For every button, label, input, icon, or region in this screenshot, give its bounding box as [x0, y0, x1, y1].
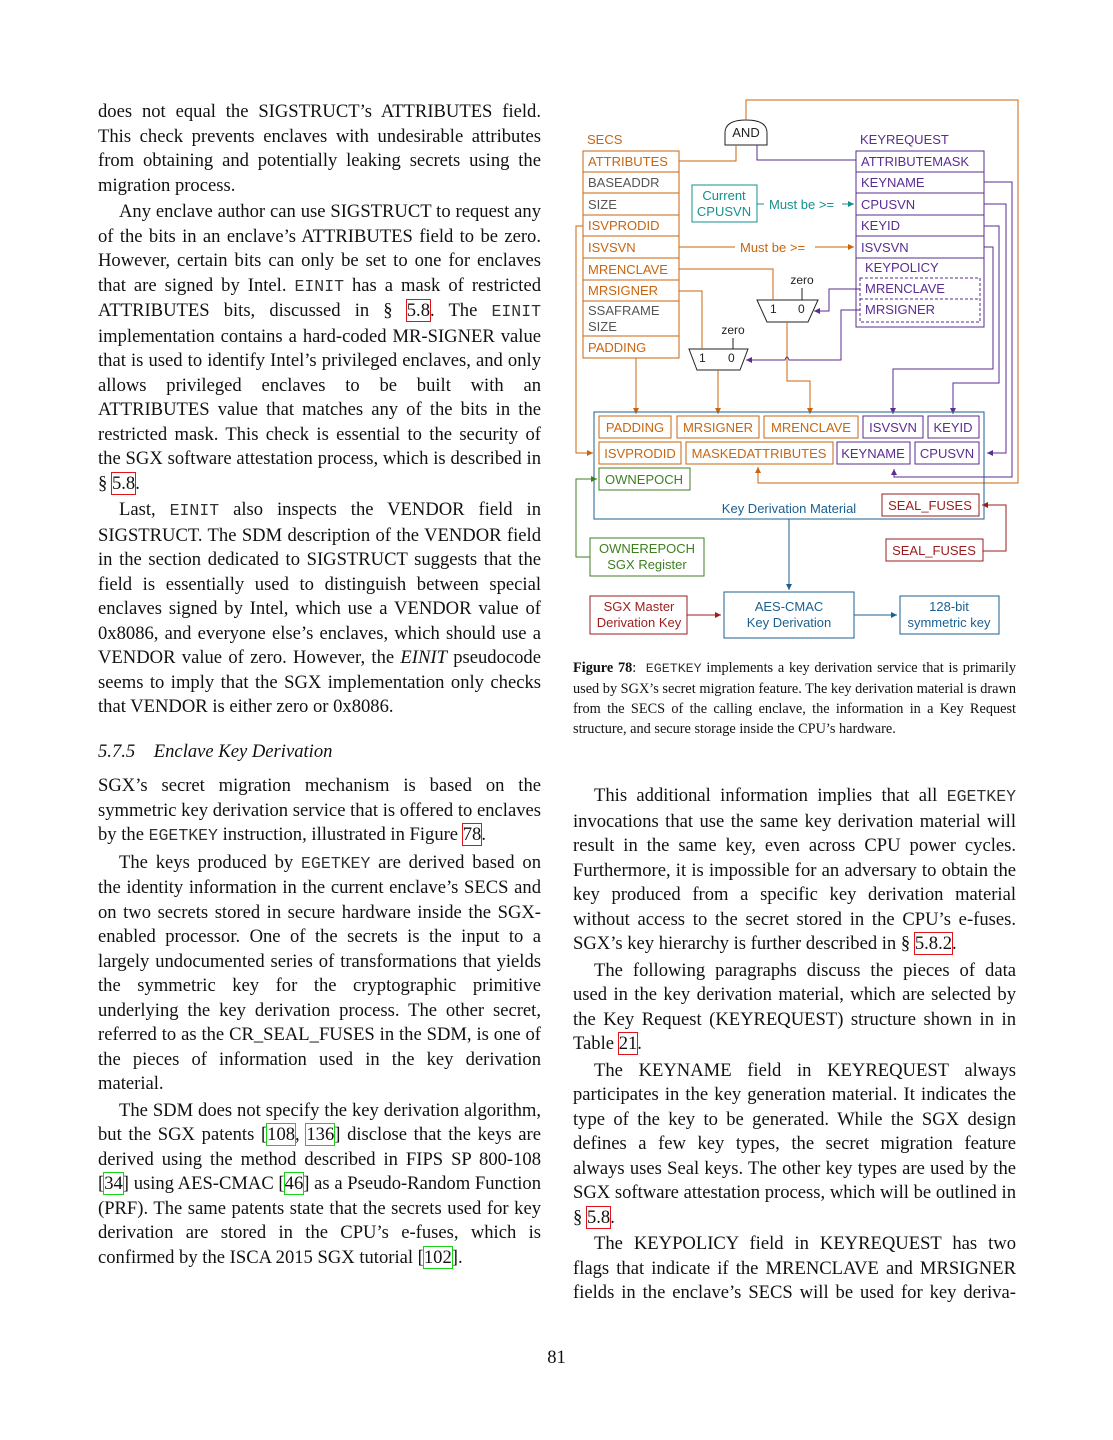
- kdm-title: Key Derivation Material: [721, 501, 857, 516]
- secs-field: MRSIGNER: [588, 283, 659, 298]
- figure-caption: Figure 78: EGETKEY implements a key derivation service that is primarily used by SGX’s secret migration feature. The key derivation material is drawn from the SECS of the calling enclave, the information in a Key Request structure, and secure storage inside the CPU’s hardware.: [573, 660, 1016, 737]
- kdm-field: MASKEDATTRIBUTES: [691, 446, 827, 461]
- and-gate-label: AND: [732, 125, 760, 140]
- code-egetkey: EGETKEY: [645, 661, 702, 676]
- code-einit: EINIT: [491, 302, 541, 321]
- keyrequest-title: KEYREQUEST: [860, 132, 949, 147]
- svg-text:128-bit: 128-bit: [929, 599, 969, 614]
- svg-text:1: 1: [770, 302, 777, 316]
- svg-text:symmetric key: symmetric key: [907, 615, 991, 630]
- secs-title: SECS: [587, 132, 623, 147]
- kdm-field: PADDING: [605, 420, 665, 435]
- svg-text:1: 1: [699, 351, 706, 365]
- paragraph: Any enclave author can use SIGSTRUCT to request any of the bits in an enclave’s ATTRIBUTES field to be zero. However, certain bits can only be set to one for enclaves that are signed by Intel. EINIT has a mask of restricted ATTRIBUTES bits, discussed in § 5.8. The EINIT implementation contains a hard-coded MR-SIGNER value that is used to identify Intel’s privileged enclaves, and only allows privileged enclaves to be built with an ATTRIBUTES value that matches any of the bits in the restricted mask. This check is essential to the security of the SGX software attestation process, which is described in § 5.8.: [98, 201, 541, 494]
- secs-field: ISVSVN: [588, 240, 636, 255]
- keypolicy-flag: MRSIGNER: [865, 302, 936, 317]
- section-link-5-8-2[interactable]: 5.8.2: [914, 933, 953, 954]
- svg-text:SEAL_FUSES: SEAL_FUSES: [888, 498, 972, 513]
- keyrequest-field: ISVSVN: [861, 240, 909, 255]
- paragraph: The KEYPOLICY field in KEYREQUEST has two flags that indicate if the MRENCLAVE and MRSIGNER fields in the enclave’s SECS will be used for key deriva-: [573, 1233, 1016, 1303]
- code-egetkey: EGETKEY: [946, 787, 1016, 806]
- section-link-5-8[interactable]: 5.8: [111, 472, 136, 494]
- secs-field: ATTRIBUTES: [588, 154, 668, 169]
- keypolicy-flag: MRENCLAVE: [865, 281, 945, 296]
- svg-text:SGX Register: SGX Register: [607, 557, 687, 572]
- kdm-field: ISVSVN: [869, 420, 917, 435]
- figure-label: Figure 78: [573, 660, 633, 676]
- citation-link[interactable]: 46: [284, 1173, 304, 1194]
- code-einit: EINIT: [294, 276, 344, 296]
- svg-text:Current: Current: [702, 188, 746, 203]
- section-heading: 5.7.5 Enclave Key Derivation: [98, 740, 333, 762]
- svg-text:Key Derivation: Key Derivation: [746, 615, 832, 630]
- citation-link[interactable]: 34: [104, 1173, 123, 1194]
- code-egetkey: EGETKEY: [148, 826, 218, 845]
- paragraph: The KEYNAME field in KEYREQUEST always participates in the key generation material. It indicates the type of the key to be generated. While the SGX design defines a few key types, the secret migration feature always uses Seal keys. The other key types are used by the SGX software attestation process, which will be outlined in § 5.8.: [573, 1059, 1016, 1228]
- paragraph: The SDM does not specify the key derivation algorithm, but the SGX patents [108, 136] disclose that the keys are derived using the method described in FIPS SP 800-108 [34] using AES-CMAC [46] as a Pseudo-Random Function (PRF). The same patents state that the secrets used for key derivation are stored in the CPU’s e-fuses, which is confirmed by the ISCA 2015 SGX tutorial [102].: [98, 1099, 542, 1268]
- paragraph: This additional information implies that all EGETKEY invocations that use the same key derivation material will result in the same key, even across CPU power cycles. Furthermore, it is impossible for an adversary to obtain the key produced from a specific key derivation material without access to the secret stored in the CPU’s e-fuses. SGX’s key hierarchy is further described in § 5.8.2.: [573, 785, 1016, 954]
- kdm-field: KEYNAME: [841, 446, 905, 461]
- kdm-field: KEYID: [933, 420, 973, 435]
- paragraph: The keys produced by EGETKEY are derived based on the identity information in the current enclave’s SECS and on two secrets stored in secure hardware inside the SGX-enabled processor. One of the secrets is the input to a largely undocumented series of transformations that yields the symmetric key for the cryptographic primitive underlying the key derivation process. The other secret, referred to as the CR_SEAL_FUSES in the SDM, is one of the pieces of information used in the key derivation material.: [98, 851, 541, 1094]
- paragraph: does not equal the SIGSTRUCT’s ATTRIBUTES field. This check prevents enclaves with undesirable attributes from obtaining and potentially leaking secrets using the migration process.: [98, 101, 541, 196]
- svg-text:CPUSVN: CPUSVN: [696, 204, 752, 219]
- paragraph: Last, EINIT also inspects the VENDOR field in SIGSTRUCT. The SDM description of the VENDOR field in the section dedicated to SIGSTRUCT suggests that the field is essentially used to distinguish between special enclaves signed by Intel, which use a VENDOR value of 0x8086, and everyone else’s enclaves, which should use a VENDOR value of zero. However, the EINIT pseudocode seems to imply that the SGX implementation only checks that VENDOR is either zero or 0x8086.: [98, 499, 541, 717]
- secs-field: MRENCLAVE: [588, 262, 668, 277]
- svg-text:SEAL_FUSES: SEAL_FUSES: [892, 543, 976, 558]
- keypolicy-title: KEYPOLICY: [865, 260, 939, 275]
- keyrequest-field: CPUSVN: [861, 197, 916, 212]
- left-column: [98, 100, 541, 1270]
- svg-text:Derivation Key: Derivation Key: [596, 615, 682, 630]
- keyrequest-field: ATTRIBUTEMASK: [861, 154, 970, 169]
- svg-text:zero: zero: [721, 323, 745, 337]
- code-egetkey: EGETKEY: [301, 853, 371, 873]
- section-link-5-8[interactable]: 5.8: [586, 1206, 611, 1228]
- citation-link[interactable]: 102: [423, 1246, 452, 1268]
- secs-field: BASEADDR: [588, 175, 660, 190]
- right-column: [573, 784, 1016, 1306]
- keyrequest-field: KEYNAME: [861, 175, 925, 190]
- must-be-ge-label: Must be >=: [769, 197, 835, 212]
- kdm-field: MRENCLAVE: [771, 420, 851, 435]
- citation-link[interactable]: 136: [306, 1124, 335, 1145]
- key-derivation-diagram: [570, 95, 1025, 645]
- svg-text:SGX Master: SGX Master: [603, 599, 675, 614]
- kdm-field: OWNEPOCH: [605, 472, 683, 487]
- kdm-field: MRSIGNER: [682, 420, 754, 435]
- svg-text:0: 0: [728, 351, 735, 365]
- code-einit: EINIT: [169, 501, 220, 520]
- paragraph: SGX’s secret migration mechanism is based on the symmetric key derivation service that is offered to enclaves by the EGETKEY instruction, illustrated in Figure 78.: [98, 775, 541, 845]
- citation-link[interactable]: 108: [267, 1124, 296, 1145]
- secs-field: PADDING: [588, 340, 647, 355]
- secs-field: SSAFRAME: [588, 303, 660, 318]
- table-link-21[interactable]: 21: [618, 1033, 638, 1054]
- page-number: 81: [547, 1347, 566, 1368]
- secs-field: SIZE: [588, 197, 617, 212]
- section-link-5-8[interactable]: 5.8: [406, 300, 430, 321]
- kdm-field: ISVPRODID: [604, 446, 676, 461]
- must-be-ge-label: Must be >=: [740, 240, 806, 255]
- keyrequest-field: KEYID: [861, 218, 901, 233]
- svg-text:OWNEREPOCH: OWNEREPOCH: [598, 541, 696, 556]
- secs-field: SIZE: [588, 319, 617, 334]
- secs-field: ISVPRODID: [588, 218, 660, 233]
- kdm-field: CPUSVN: [919, 446, 975, 461]
- figure-link-78[interactable]: 78: [462, 824, 482, 845]
- svg-text:0: 0: [798, 302, 805, 316]
- svg-text:AES-CMAC: AES-CMAC: [754, 599, 824, 614]
- svg-text:zero: zero: [790, 273, 814, 287]
- mux-mrenclave: [757, 300, 818, 322]
- mux-mrsigner: [689, 349, 748, 370]
- paragraph: The following paragraphs discuss the pieces of data used in the key derivation material, which are selected by the Key Request (KEYREQUEST) structure shown in in Table 21.: [573, 959, 1016, 1054]
